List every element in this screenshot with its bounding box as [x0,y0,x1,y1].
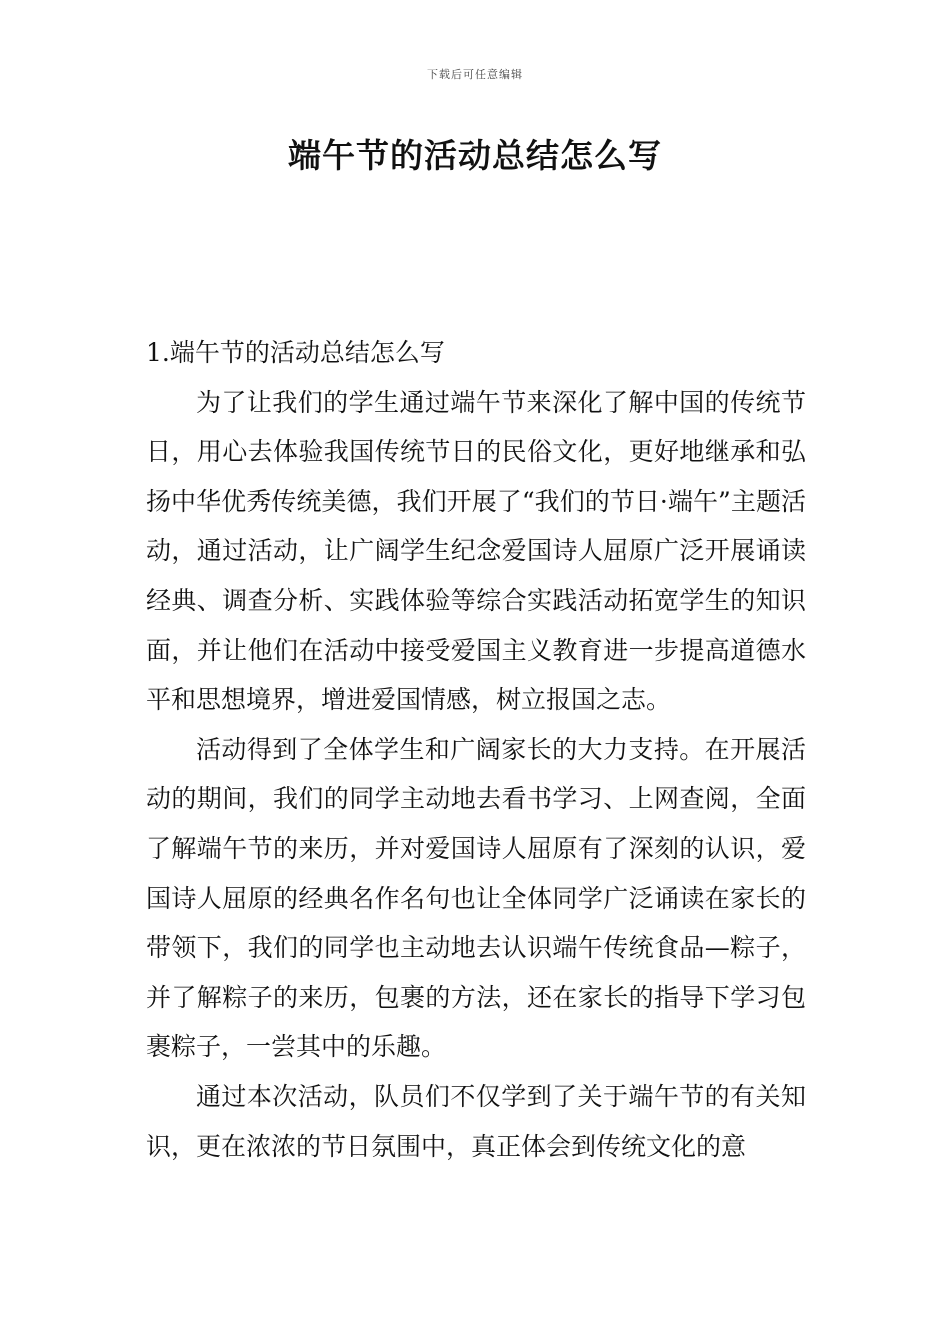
document-body [146,328,806,1171]
paragraph-1: 为了让我们的学生通过端午节来深化了解中国的传统节日，用心去体验我国传统节日的民俗文化，更好地继承和弘扬中华优秀传统美德，我们开展了“我们的节日·端午”主题活动，通过活动，让广阔学生纪念爱国诗人屈原广泛开展诵读经典、调查分析、实践体验等综合实践活动拓宽学生的知识面，并让他们在活动中接受爱国主义教育进一步提高道德水平和思想境界，增进爱国情感，树立报国之志。 [146,387,806,715]
paragraph-3: 通过本次活动，队员们不仅学到了关于端午节的有关知识，更在浓浓的节日氛围中，真正体会到传统文化的意 [146,1081,806,1161]
paragraph-2: 活动得到了全体学生和广阔家长的大力支持。在开展活动的期间，我们的同学主动地去看书学习、上网查阅，全面了解端午节的来历，并对爱国诗人屈原有了深刻的认识，爱国诗人屈原的经典名作名句也让全体同学广泛诵读在家长的带领下，我们的同学也主动地去认识端午传统食品—粽子，并了解粽子的来历，包裹的方法，还在家长的指导下学习包裹粽子，一尝其中的乐趣。 [146,734,806,1062]
header-note: 下载后可任意编辑 [427,68,523,81]
document-title: 端午节的活动总结怎么写 [288,136,662,175]
section-heading: 1.端午节的活动总结怎么写 [146,338,445,367]
